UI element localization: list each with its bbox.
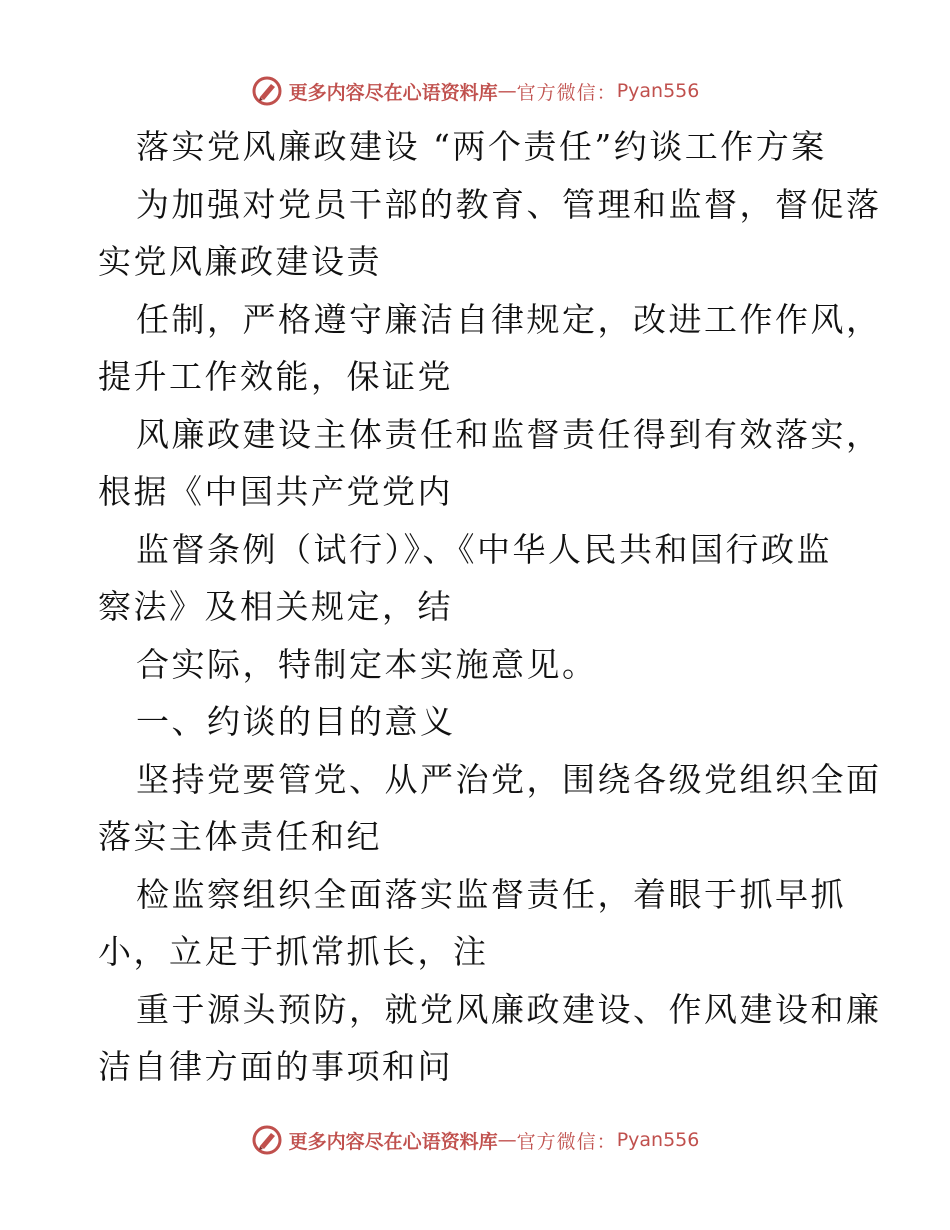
paragraph-line: 风廉政建设主体责任和监督责任得到有效落实，	[136, 414, 882, 454]
paragraph-line: 合实际，特制定本实施意见。	[136, 644, 598, 684]
watermark-wechat-id: Pyan556	[616, 1129, 700, 1151]
paragraph-line: 任制，严格遵守廉洁自律规定，改进工作作风，	[136, 299, 882, 339]
watermark-official-label: 官方微信：	[516, 81, 617, 104]
section-heading: 一、约谈的目的意义	[136, 702, 456, 741]
paragraph-line: 落实主体责任和纪	[98, 817, 382, 856]
watermark-official-label: 官方微信：	[516, 1130, 617, 1153]
document-title: 落实党风廉政建设 “两个责任”约谈工作方案	[136, 127, 827, 166]
watermark-footer	[0, 1120, 950, 1160]
paragraph-line: 洁自律方面的事项和问	[98, 1047, 453, 1086]
watermark-wechat-id: Pyan556	[616, 80, 700, 102]
paragraph-line: 小，立足于抓常抓长，注	[98, 932, 489, 971]
paragraph-line: 为加强对党员干部的教育、管理和监督，督促落	[136, 184, 882, 224]
watermark-separator: —	[497, 80, 517, 102]
pen-logo-icon	[251, 75, 283, 107]
watermark-separator: —	[497, 1129, 517, 1151]
watermark-brand: 更多内容尽在心语资料库	[288, 81, 498, 104]
watermark-header	[0, 71, 950, 111]
paragraph-line: 提升工作效能，保证党	[98, 357, 453, 396]
document-body	[98, 118, 882, 1096]
paragraph-line: 实党风廉政建设责	[98, 242, 382, 281]
paragraph-line: 察法》及相关规定，结	[98, 587, 453, 626]
paragraph-line: 重于源头预防，就党风廉政建设、作风建设和廉	[136, 989, 882, 1029]
pen-logo-icon	[251, 1124, 283, 1156]
watermark-brand: 更多内容尽在心语资料库	[288, 1130, 498, 1153]
paragraph-line: 检监察组织全面落实监督责任，着眼于抓早抓	[136, 874, 846, 914]
paragraph-line: 坚持党要管党、从严治党，围绕各级党组织全面	[136, 759, 882, 799]
paragraph-line: 监督条例（试行）》、《中华人民共和国行政监	[136, 529, 832, 569]
paragraph-line: 根据《中国共产党党内	[98, 472, 453, 511]
